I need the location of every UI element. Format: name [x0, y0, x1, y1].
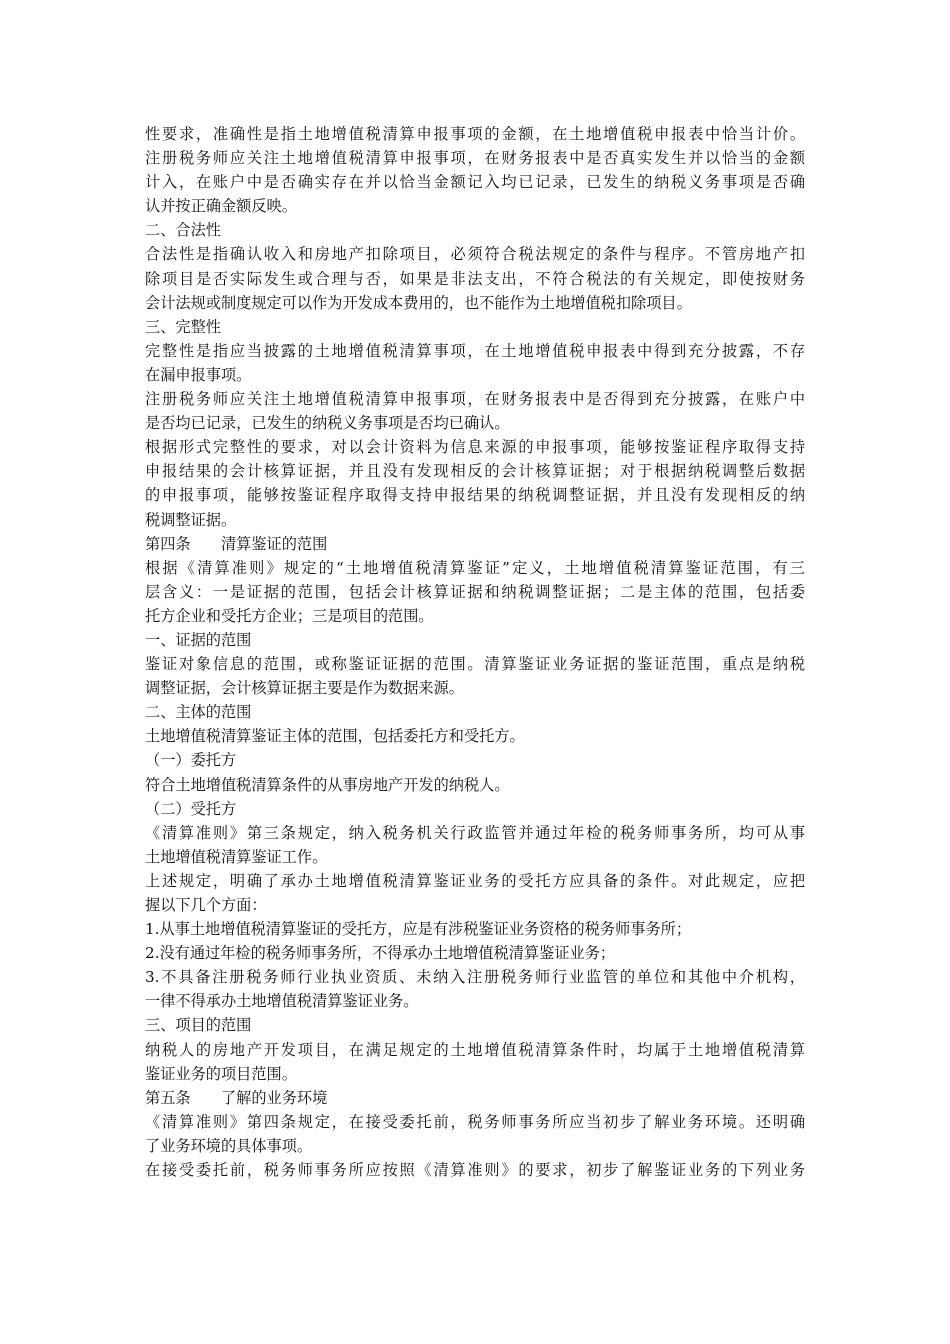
- text-line: 是否均已记录，已发生的纳税义务事项是否均已确认。: [145, 414, 510, 433]
- text-line: 根据《清算准则》规定的“土地增值税清算鉴证”定义，土地增值税清算鉴证范围，有三: [145, 558, 805, 577]
- text-line: （二）受托方: [145, 799, 237, 818]
- text-line: 三、项目的范围: [145, 1016, 252, 1035]
- text-line: 《清算准则》第四条规定，在接受委托前，税务师事务所应当初步了解业务环境。还明确: [145, 1112, 805, 1131]
- text-line: 鉴证业务的项目范围。: [145, 1064, 297, 1083]
- text-line: 2.没有通过年检的税务师事务所，不得承办土地增值税清算鉴证业务；: [145, 944, 616, 963]
- text-line: 符合土地增值税清算条件的从事房地产开发的纳税人。: [145, 775, 510, 794]
- text-line: （一）委托方: [145, 751, 237, 770]
- text-line: 会计法规或制度规定可以作为开发成本费用的，也不能作为土地增值税扣除项目。: [145, 293, 692, 312]
- text-line: 性要求，准确性是指土地增值税清算申报事项的金额，在土地增值税申报表中恰当计价。: [145, 125, 805, 143]
- text-line: 注册税务师应关注土地增值税清算申报事项，在财务报表中是否真实发生并以恰当的金额: [145, 149, 805, 168]
- text-line: 一律不得承办土地增值税清算鉴证业务。: [145, 992, 419, 1011]
- text-line: 三、完整性: [145, 317, 221, 336]
- text-line: 土地增值税清算鉴证工作。: [145, 847, 328, 866]
- text-line: 根据形式完整性的要求，对以会计资料为信息来源的申报事项，能够按鉴证程序取得支持: [145, 438, 805, 457]
- text-line: 土地增值税清算鉴证主体的范围，包括委托方和受托方。: [145, 727, 525, 746]
- text-line: 1.从事土地增值税清算鉴证的受托方，应是有涉税鉴证业务资格的税务师事务所；: [145, 920, 692, 939]
- text-line: 合法性是指确认收入和房地产扣除项目，必须符合税法规定的条件与程序。不管房地产扣: [145, 245, 805, 264]
- document-body: [145, 122, 805, 1182]
- text-line: 二、主体的范围: [145, 703, 252, 722]
- text-line: 第五条 了解的业务环境: [145, 1088, 328, 1107]
- text-line: 申报结果的会计核算证据，并且没有发现相反的会计核算证据；对于根据纳税调整后数据: [145, 462, 805, 481]
- text-line: 税调整证据。: [145, 510, 237, 529]
- text-line: 认并按正确金额反映。: [145, 197, 297, 216]
- text-line: 托方企业和受托方企业；三是项目的范围。: [145, 606, 434, 625]
- text-line: 鉴证对象信息的范围，或称鉴证证据的范围。清算鉴证业务证据的鉴证范围，重点是纳税: [145, 655, 805, 674]
- text-line: 的申报事项，能够按鉴证程序取得支持申报结果的纳税调整证据，并且没有发现相反的纳: [145, 486, 805, 505]
- text-line: 握以下几个方面：: [145, 896, 267, 914]
- text-line: 调整证据，会计核算证据主要是作为数据来源。: [145, 679, 464, 698]
- text-line: 计入，在账户中是否确实存在并以恰当金额记入均已记录，已发生的纳税义务事项是否确: [145, 173, 805, 192]
- text-line: 第四条 清算鉴证的范围: [145, 534, 328, 553]
- text-line: 一、证据的范围: [145, 630, 252, 649]
- text-line: 二、合法性: [145, 221, 221, 240]
- text-line: 纳税人的房地产开发项目，在满足规定的土地增值税清算条件时，均属于土地增值税清算: [145, 1040, 805, 1059]
- text-line: 《清算准则》第三条规定，纳入税务机关行政监管并通过年检的税务师事务所，均可从事: [145, 823, 805, 842]
- text-line: 除项目是否实际发生或合理与否，如果是非法支出，不符合税法的有关规定，即使按财务: [145, 269, 805, 288]
- text-line: 在接受委托前，税务师事务所应按照《清算准则》的要求，初步了解鉴证业务的下列业务: [145, 1161, 805, 1180]
- text-line: 注册税务师应关注土地增值税清算申报事项，在财务报表中是否得到充分披露，在账户中: [145, 390, 805, 409]
- text-line: 了业务环境的具体事项。: [145, 1136, 313, 1155]
- text-line: 上述规定，明确了承办土地增值税清算鉴证业务的受托方应具备的条件。对此规定，应把: [145, 871, 805, 890]
- text-line: 层含义：一是证据的范围，包括会计核算证据和纳税调整证据；二是主体的范围，包括委: [145, 582, 805, 601]
- text-line: 完整性是指应当披露的土地增值税清算事项，在土地增值税申报表中得到充分披露，不存: [145, 341, 805, 360]
- text-line: 3.不具备注册税务师行业执业资质、未纳入注册税务师行业监管的单位和其他中介机构，: [145, 968, 805, 987]
- text-line: 在漏申报事项。: [145, 365, 252, 384]
